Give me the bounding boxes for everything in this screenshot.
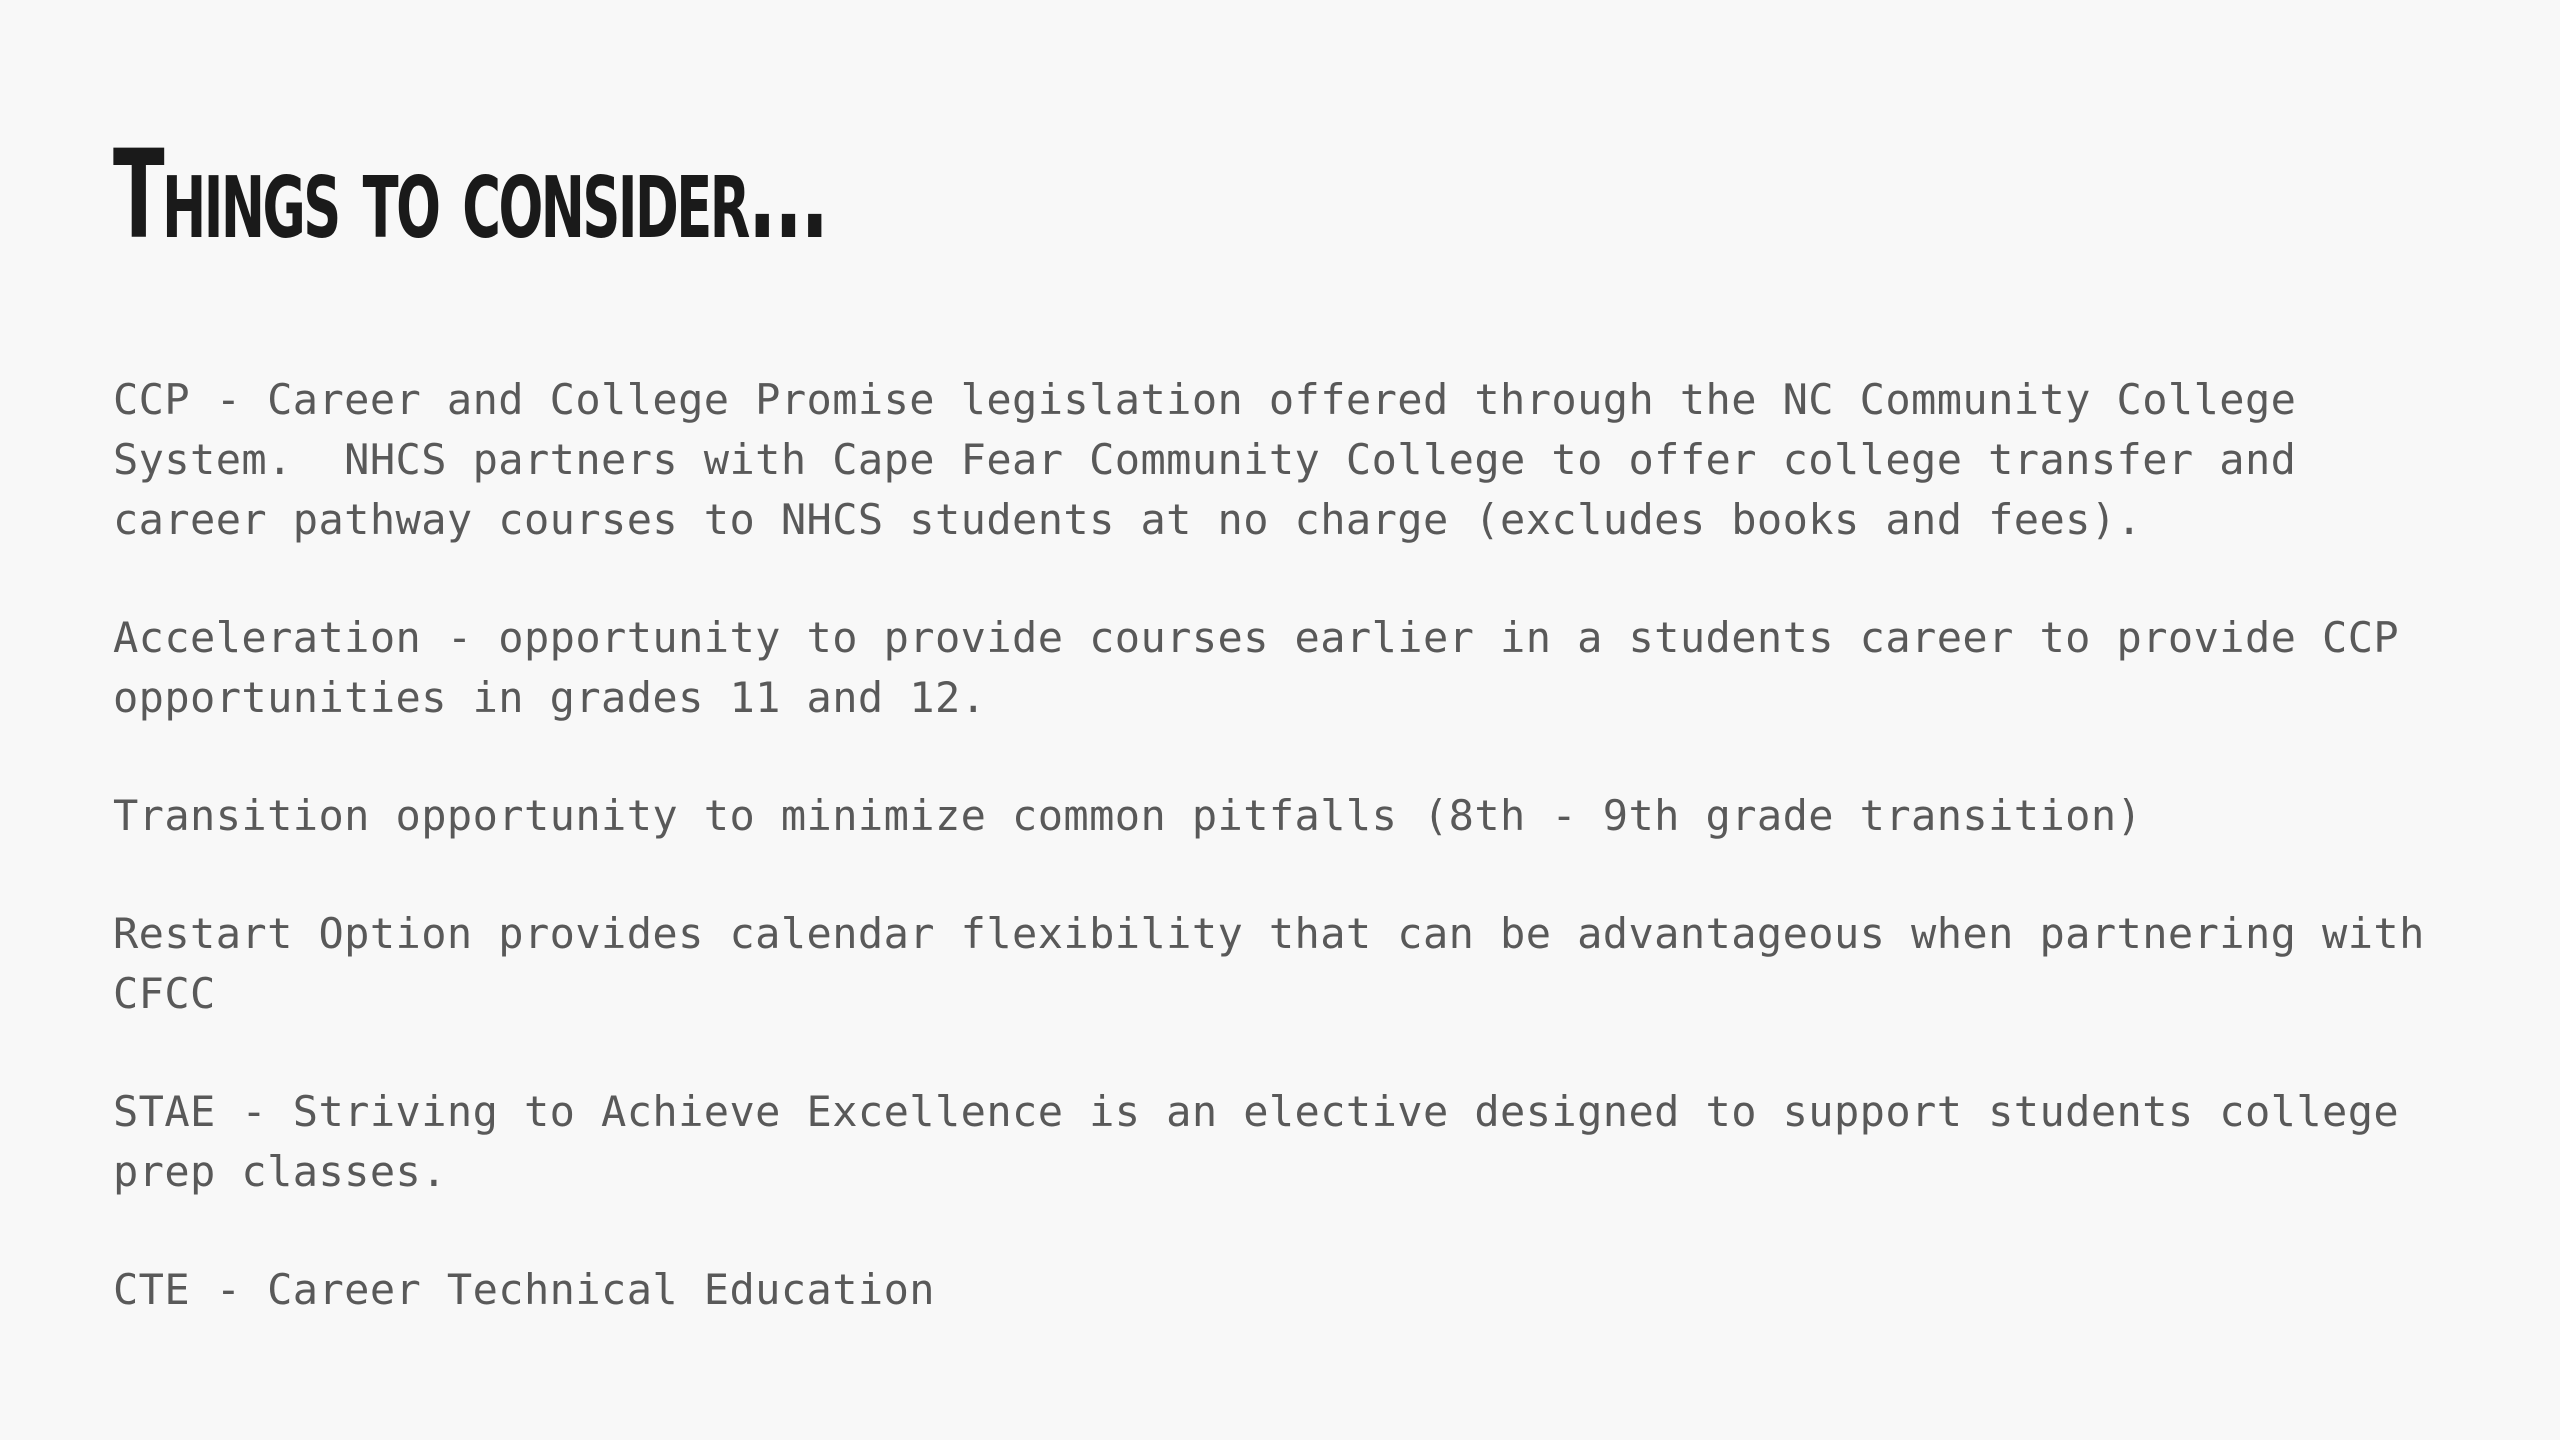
- paragraph-ccp: [113, 370, 2493, 550]
- paragraph-transition: [113, 786, 2493, 846]
- paragraph-acceleration: [113, 608, 2493, 728]
- paragraph-line: Restart Option provides calendar flexibility that can be advantageous when partnering with: [113, 909, 2425, 958]
- paragraph-line: STAE - Striving to Achieve Excellence is an elective designed to support students college: [113, 1087, 2400, 1136]
- paragraph-line: CCP - Career and College Promise legislation offered through the NC Community College: [113, 375, 2297, 424]
- paragraph-line: opportunities in grades 11 and 12.: [113, 673, 987, 722]
- paragraph-stae: [113, 1082, 2493, 1202]
- paragraph-line: System. NHCS partners with Cape Fear Community College to offer college transfer and: [113, 435, 2297, 484]
- paragraph-cte: [113, 1260, 2493, 1320]
- paragraph-line: CFCC: [113, 969, 216, 1018]
- paragraph-line: Acceleration - opportunity to provide courses earlier in a students career to provide CCP: [113, 613, 2400, 662]
- paragraph-line: Transition opportunity to minimize common pitfalls (8th - 9th grade transition): [113, 791, 2143, 840]
- slide-title: Things to consider...: [113, 124, 827, 266]
- paragraph-restart-option: [113, 904, 2493, 1024]
- paragraph-line: CTE - Career Technical Education: [113, 1265, 935, 1314]
- paragraph-line: career pathway courses to NHCS students at no charge (excludes books and fees).: [113, 495, 2143, 544]
- paragraph-line: prep classes.: [113, 1147, 447, 1196]
- slide-body: [113, 370, 2493, 1378]
